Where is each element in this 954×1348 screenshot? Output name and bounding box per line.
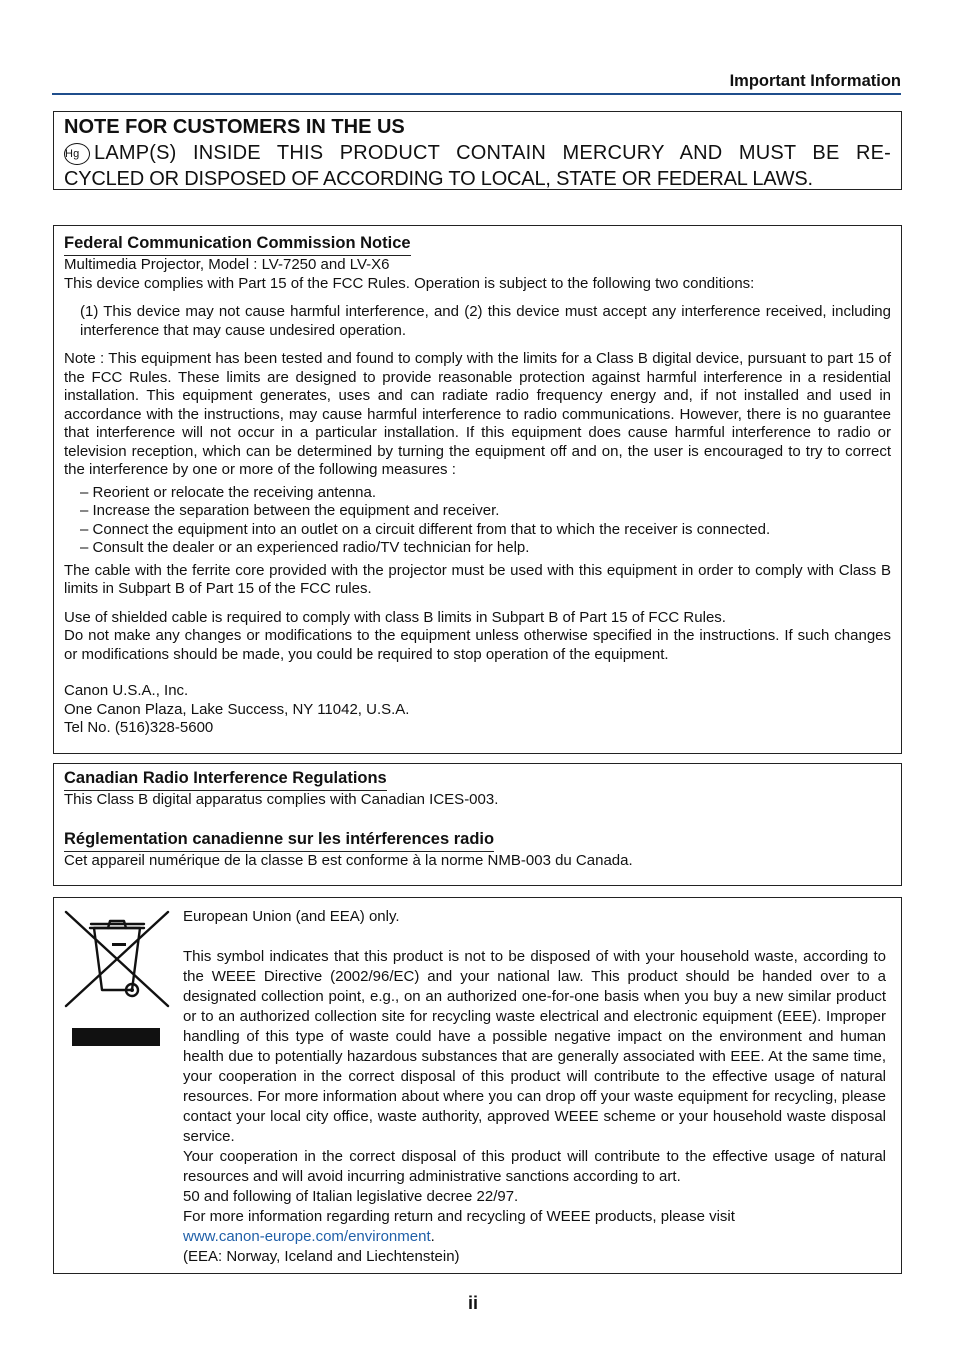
fcc-changes-warning: Do not make any changes or modifications to the equipment unless otherwise specified in the instructions. If such changes or modifications should be made, you could be required to stop operation of the equipment. [64, 627, 891, 663]
mercury-notice-text-1: LAMP(S) INSIDE THIS PRODUCT CONTAIN MERCURY AND MUST BE RE- [94, 142, 891, 164]
fcc-note-paragraph: Note : This equipment has been tested and found to comply with the limits for a Class B digital device, pursuant to part 15 of the FCC Rules. These limits are designed to provide reasonable protection against harmful interference in a residential installation. This equipment generates, uses and can radiate radio frequency energy and, if not installed and used in accordance with the instructions, may cause harmful interference to radio communications. However, there is no guarantee that interference will not occur in a particular installation. If this equipment does cause harmful interference to radio or television reception, which can be determined by turning the equipment off and on, the user is encouraged to try to correct the interference by one or more of the following measures : [64, 350, 891, 478]
fcc-conditions: (1) This device may not cause harmful interference, and (2) this device must accept any interference received, including interference that may cause undesired operation. [80, 303, 891, 339]
fcc-model: Multimedia Projector, Model : LV-7250 and LV-X6 [64, 256, 390, 273]
canadian-title-en: Canadian Radio Interference Regulations [64, 767, 387, 791]
weee-environment-link[interactable]: www.canon-europe.com/environment [183, 1228, 431, 1245]
weee-black-bar [72, 1028, 160, 1046]
fcc-measure-item: – Consult the dealer or an experienced radio/TV technician for help. [80, 539, 530, 556]
mercury-notice-line-2: CYCLED OR DISPOSED OF ACCORDING TO LOCAL, STATE OR FEDERAL LAWS. [64, 168, 813, 190]
fcc-measure-item: – Increase the separation between the equipment and receiver. [80, 502, 500, 519]
mercury-hg-icon: Hg [64, 143, 90, 165]
fcc-company-name: Canon U.S.A., Inc. [64, 682, 189, 699]
page-header: Important Information [52, 71, 901, 95]
fcc-company-address: One Canon Plaza, Lake Success, NY 11042, U.S.A. [64, 700, 410, 718]
weee-link-line: www.canon-europe.com/environment. [183, 1228, 435, 1245]
fcc-measures-list [64, 484, 891, 558]
weee-eea-note: (EEA: Norway, Iceland and Liechtenstein) [183, 1248, 460, 1265]
fcc-notice-box [53, 225, 902, 754]
canadian-regulations-box [53, 763, 902, 886]
crossed-out-wheelie-bin-icon [64, 910, 170, 1008]
weee-paragraph-3: 50 and following of Italian legislative decree 22/97. [183, 1188, 519, 1205]
fcc-measure-item: – Reorient or relocate the receiving antenna. [80, 483, 377, 501]
fcc-complies: This device complies with Part 15 of the FCC Rules. Operation is subject to the following two conditions: [64, 274, 755, 292]
mercury-notice-line-1 [64, 140, 891, 166]
fcc-measure-item: – Connect the equipment into an outlet on a circuit different from that to which the receiver is connected. [80, 520, 771, 538]
weee-more-info: For more information regarding return and recycling of WEEE products, please visit [183, 1208, 735, 1225]
mercury-notice-box [53, 111, 902, 190]
fcc-title: Federal Communication Commission Notice [64, 232, 411, 256]
weee-paragraph-1: This symbol indicates that this product is not to be disposed of with your household waste, according to the WEEE Directive (2002/96/EC) and your national law. This product should be handed over to a designated collection point, e.g., on an authorized one-for-one basis when you buy a new similar product or to an authorized collection site for recycling waste electrical and electronic equipment (EEE). Improper handling of this type of waste could have a possible negative impact on the environment and human health due to potentially hazardous substances that are generally associated with EEE. At the same time, your cooperation in the correct disposal of this product will contribute to the effective usage of natural resources. For more information about where you can drop off your waste equipment for recycling, please contact your local city office, waste authority, approved WEEE scheme or your household waste disposal service. [183, 948, 886, 1145]
fcc-shielded-cable: Use of shielded cable is required to comply with class B limits in Subpart B of Part 15 of FCC Rules. [64, 608, 726, 626]
fcc-company-tel: Tel No. (516)328-5600 [64, 719, 214, 736]
canadian-text-fr: Cet appareil numérique de la classe B est conforme à la norme NMB-003 du Canada. [64, 851, 633, 869]
page-number: ii [468, 1293, 479, 1313]
weee-scope: European Union (and EEA) only. [183, 908, 400, 925]
canadian-text-en: This Class B digital apparatus complies with Canadian ICES-003. [64, 791, 499, 808]
weee-notice-box [53, 897, 902, 1274]
mercury-notice-title: NOTE FOR CUSTOMERS IN THE US [64, 116, 405, 138]
weee-text-block [183, 907, 886, 1267]
weee-paragraph-2: Your cooperation in the correct disposal of this product will contribute to the effective usage of natural resources and will avoid incurring administrative sanctions according to art. [183, 1148, 886, 1185]
fcc-cable-paragraph: The cable with the ferrite core provided with the projector must be used with this equipment in order to comply with Class B limits in Subpart B of Part 15 of the FCC rules. [64, 561, 891, 597]
canadian-title-fr: Réglementation canadienne sur les intérferences radio [64, 828, 494, 852]
